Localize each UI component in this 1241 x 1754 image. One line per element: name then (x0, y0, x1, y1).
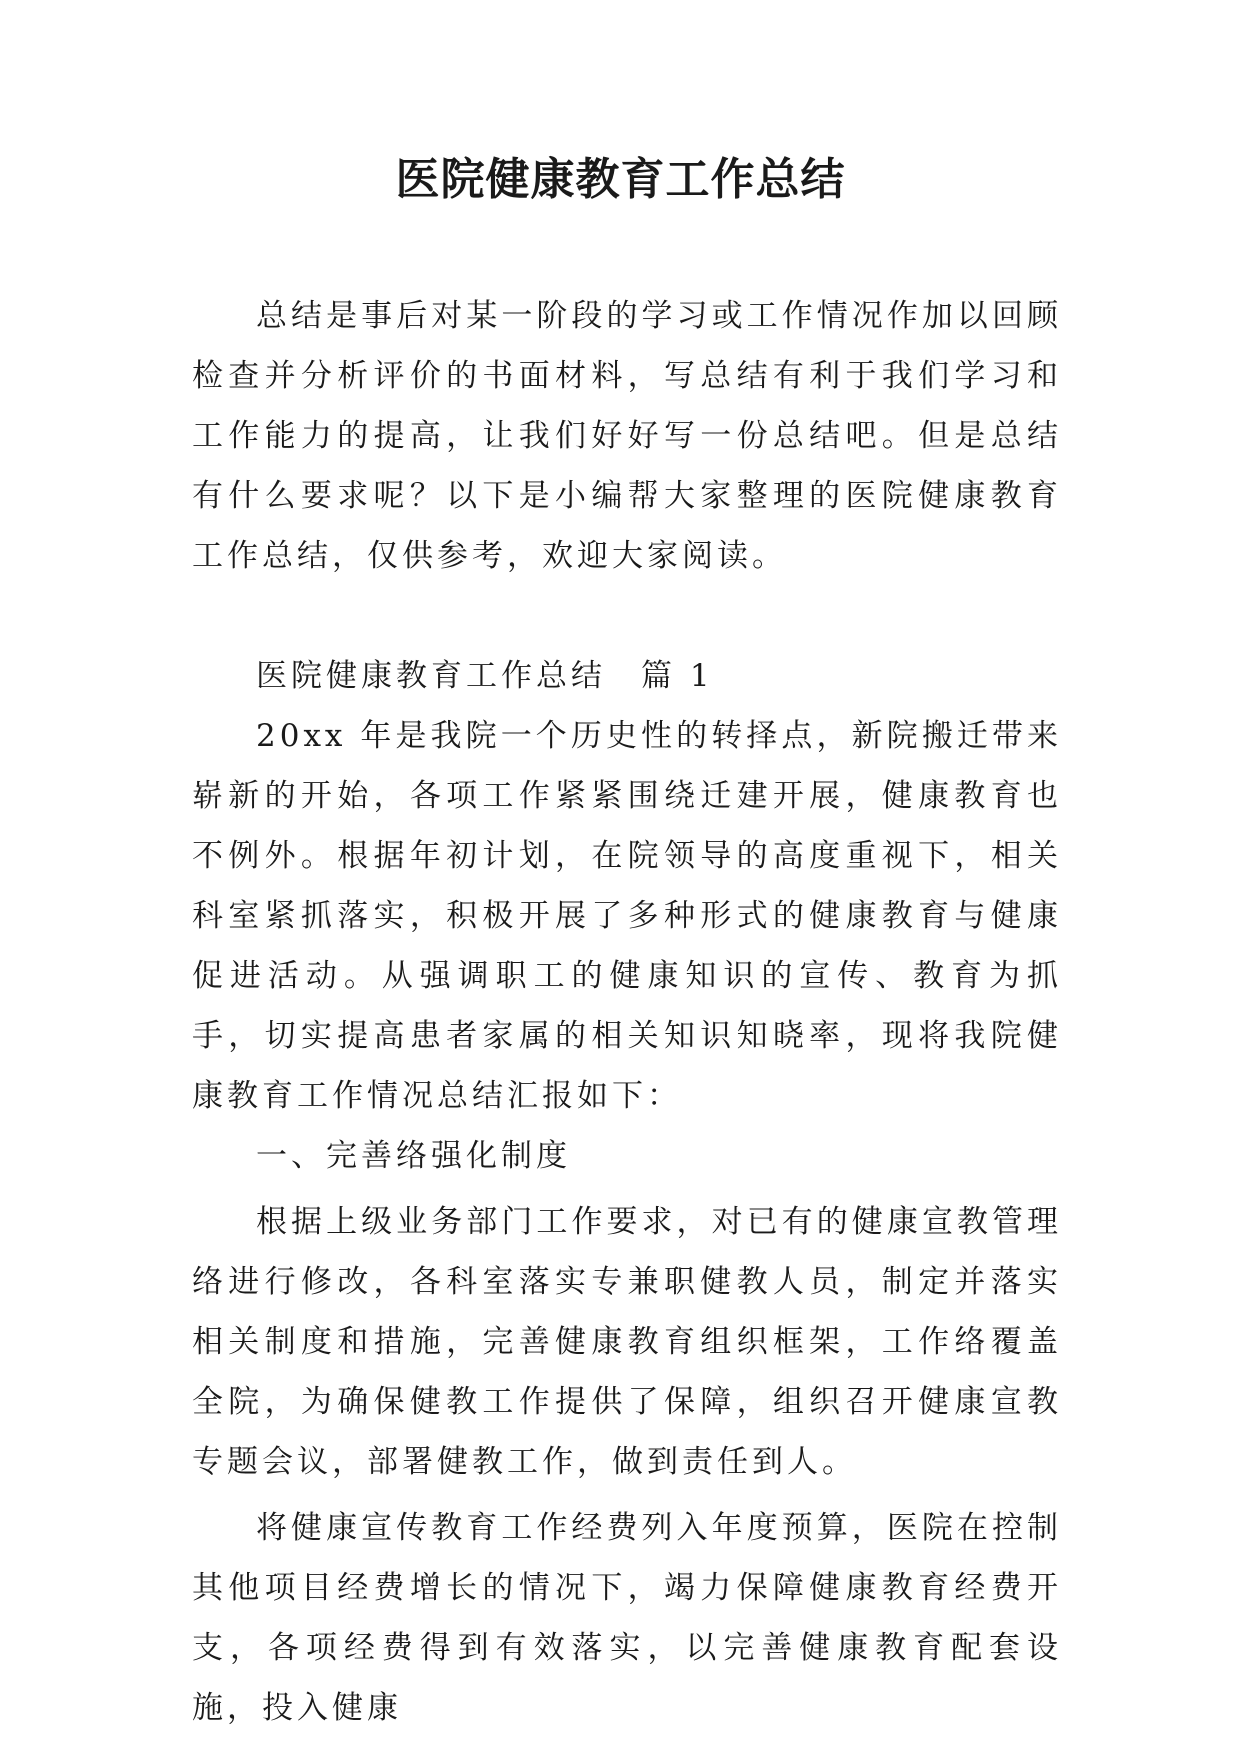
spacer (192, 586, 1062, 646)
section-title: 医院健康教育工作总结 篇 1 (256, 658, 714, 694)
body-paragraph: 20xx 年是我院一个历史性的转择点，新院搬迁带来崭新的开始，各项工作紧紧围绕迁建开展，健康教育也不例外。根据年初计划，在院领导的高度重视下，相关科室紧抓落实，积极开展了多种形式的健康教育与健康促进活动。从强调职工的健康知识的宣传、教育为抓手，切实提高患者家属的相关知识知晓率，现将我院健康教育工作情况总结汇报如下： (192, 718, 1062, 1114)
body-paragraph: 根据上级业务部门工作要求，对已有的健康宣教管理络进行修改，各科室落实专兼职健教人员，制定并落实相关制度和措施，完善健康教育组织框架，工作络覆盖全院，为确保健教工作提供了保障，组织召开健康宣教专题会议，部署健教工作，做到责任到人。 (192, 1204, 1062, 1480)
document-body (192, 286, 1062, 1738)
subsection-heading: 一、完善络强化制度 (256, 1138, 571, 1174)
intro-paragraph: 总结是事后对某一阶段的学习或工作情况作加以回顾检查并分析评价的书面材料，写总结有利于我们学习和工作能力的提高，让我们好好写一份总结吧。但是总结有什么要求呢？以下是小编帮大家整理的医院健康教育工作总结，仅供参考，欢迎大家阅读。 (192, 298, 1062, 574)
document-title: 医院健康教育工作总结 (395, 154, 846, 205)
body-paragraph: 将健康宣传教育工作经费列入年度预算，医院在控制其他项目经费增长的情况下，竭力保障健康教育经费开支，各项经费得到有效落实，以完善健康教育配套设施，投入健康 (192, 1510, 1062, 1726)
